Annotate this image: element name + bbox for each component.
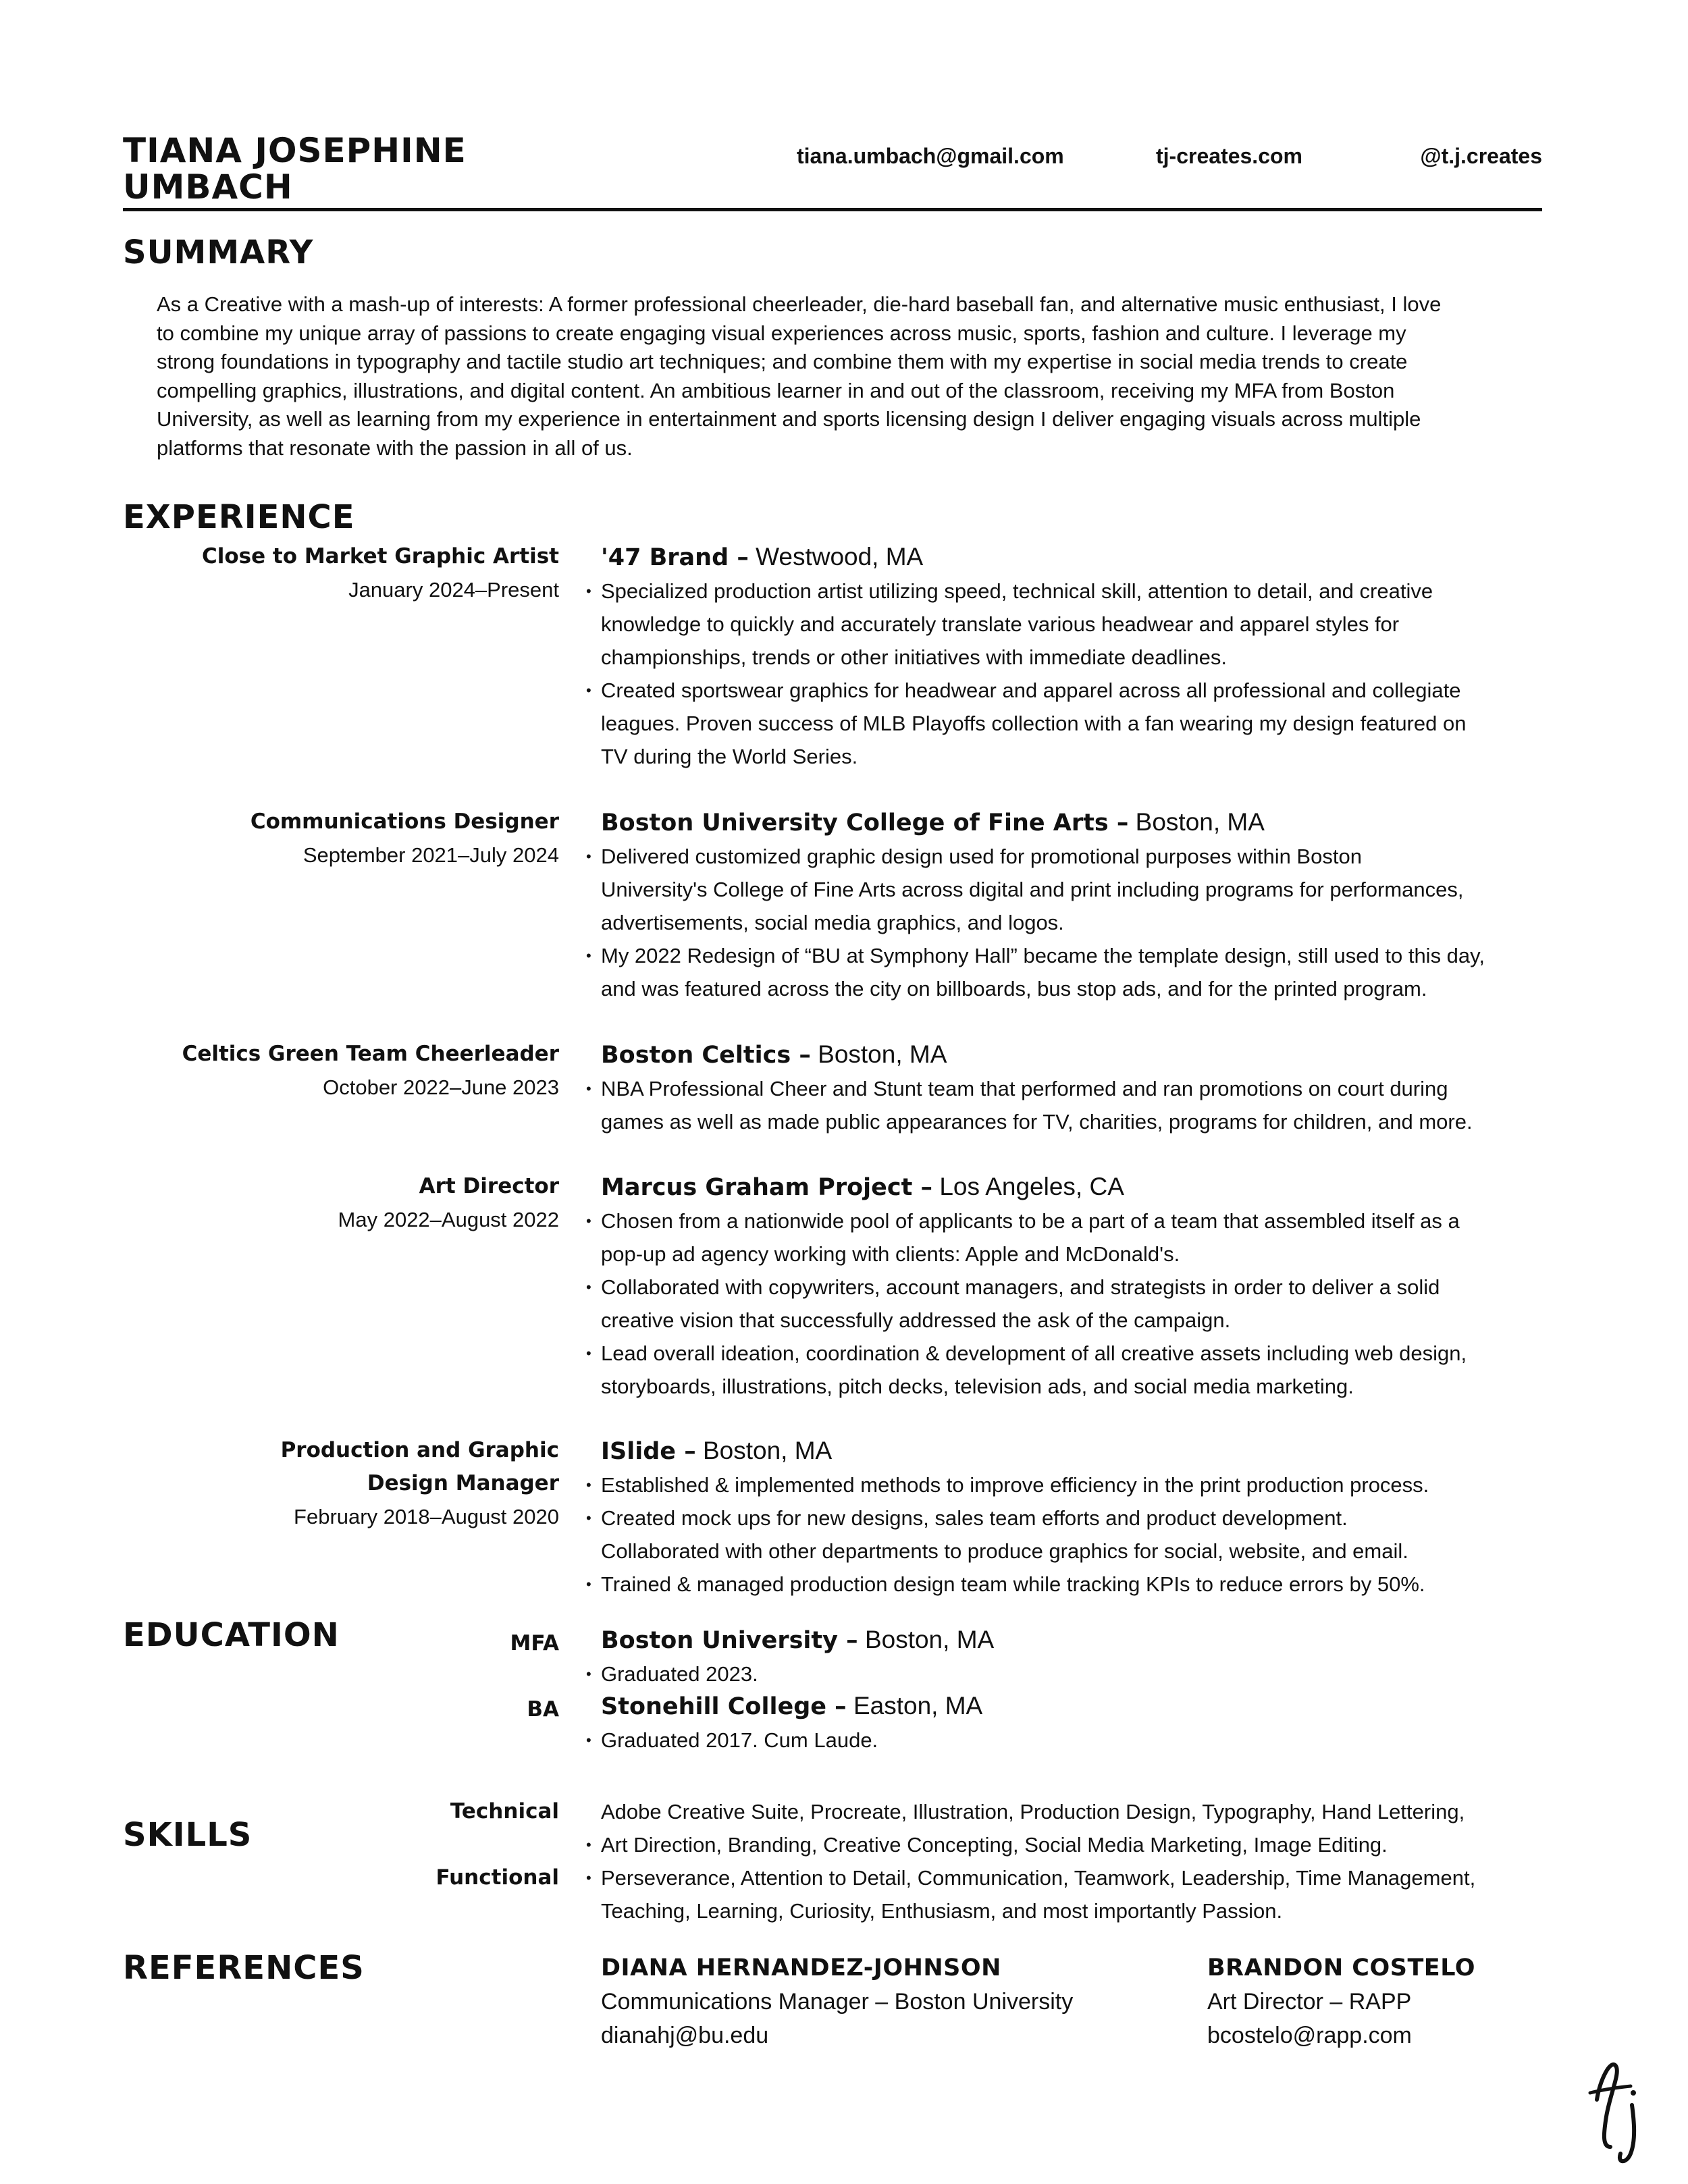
job-location: Westwood, MA — [756, 543, 924, 570]
job-details — [601, 1434, 1536, 1601]
job-meta — [250, 805, 559, 872]
job-details — [601, 1038, 1536, 1138]
reference-title: Communications Manager – Boston University — [601, 1989, 1074, 2015]
job-org: '47 Brand – — [601, 544, 749, 571]
job-location: Los Angeles, CA — [939, 1173, 1124, 1200]
website-link[interactable]: tj-creates.com — [1156, 144, 1302, 168]
job-dates: September 2021–July 2024 — [302, 843, 559, 867]
bullet-line: knowledge to quickly and accurately translate various headwear and apparel styles for — [601, 612, 1400, 636]
education-entry — [601, 1623, 1536, 1690]
reference-title: Art Director – RAPP — [1207, 1989, 1412, 2015]
job-org-line — [601, 1038, 1536, 1072]
job-role: Communications Designer — [250, 809, 559, 834]
school-name: Boston University – — [601, 1627, 858, 1654]
job-bullets — [601, 840, 1536, 1005]
job-dates: January 2024–Present — [348, 578, 559, 602]
name-line-2: UMBACH — [123, 167, 293, 207]
job-meta — [281, 1434, 559, 1533]
skills-line: • Perseverance, Attention to Detail, Communication, Teamwork, Leadership, Time Management, — [601, 1861, 1536, 1894]
education-entry — [601, 1689, 1536, 1757]
school-line — [601, 1623, 1536, 1657]
bullet-line: • Specialized production artist utilizing speed, technical skill, attention to detail, and creative — [601, 575, 1536, 608]
reference-email[interactable]: bcostelo@rapp.com — [1207, 2023, 1412, 2048]
job-org: ISlide – — [601, 1438, 696, 1465]
skills-list — [601, 1795, 1536, 1927]
reference-name: BRANDON COSTELO — [1207, 1954, 1476, 1981]
bullet-line: • My 2022 Redesign of “BU at Symphony Hall” became the template design, still used to this day, — [601, 939, 1536, 972]
skills-functional-label: Functional — [436, 1865, 559, 1890]
bullet-line: • Graduated 2023. — [601, 1657, 1536, 1690]
job-org: Boston Celtics – — [601, 1042, 811, 1069]
job-bullets — [601, 1468, 1536, 1601]
reference-entry — [601, 1951, 1073, 2052]
job-meta — [182, 1038, 559, 1104]
school-location: Easton, MA — [853, 1692, 983, 1720]
school-line — [601, 1689, 1536, 1724]
job-role: Art Director — [419, 1174, 559, 1198]
job-meta — [202, 540, 559, 606]
summary-line: University, as well as learning from my experience in entertainment and sports licensing design I deliver engaging visuals across multiple — [157, 407, 1421, 431]
skills-heading: SKILLS — [123, 1816, 253, 1854]
job-bullets — [601, 1072, 1536, 1138]
reference-entry — [1207, 1951, 1475, 2052]
education-heading: EDUCATION — [123, 1616, 340, 1654]
bullet-line: • Lead overall ideation, coordination & development of all creative assets including web design, — [601, 1337, 1536, 1370]
job-bullets — [601, 575, 1536, 773]
summary-text — [157, 290, 1527, 462]
education-bullets — [601, 1724, 1536, 1757]
job-org-line — [601, 1434, 1536, 1468]
job-location: Boston, MA — [818, 1040, 947, 1068]
social-handle-link[interactable]: @t.j.creates — [1420, 144, 1542, 168]
bullet-line: University's College of Fine Arts across digital and print including programs for performances, — [601, 878, 1464, 901]
school-location: Boston, MA — [864, 1626, 995, 1653]
bullet-line: pop-up ad agency working with clients: Apple and McDonald's. — [601, 1242, 1180, 1266]
skills-line: • Art Direction, Branding, Creative Concepting, Social Media Marketing, Image Editing. — [601, 1828, 1536, 1861]
summary-heading: SUMMARY — [123, 234, 314, 271]
job-bullets — [601, 1204, 1536, 1403]
skills-line: Teaching, Learning, Curiosity, Enthusiasm, and most importantly Passion. — [601, 1899, 1283, 1923]
job-org-line — [601, 1170, 1536, 1204]
job-dates: May 2022–August 2022 — [338, 1208, 559, 1231]
bullet-line: • Trained & managed production design team while tracking KPIs to reduce errors by 50%. — [601, 1568, 1536, 1601]
degree-label: MFA — [510, 1631, 559, 1655]
job-org-line — [601, 805, 1536, 840]
job-meta — [338, 1170, 559, 1236]
job-location: Boston, MA — [1135, 808, 1265, 836]
reference-email[interactable]: dianahj@bu.edu — [601, 2023, 769, 2048]
job-role: Close to Market Graphic Artist — [201, 544, 559, 568]
job-role: Design Manager — [367, 1471, 559, 1495]
job-role: Production and Graphic — [280, 1438, 559, 1462]
summary-line: compelling graphics, illustrations, and digital content. An ambitious learner in and out of the classroom, receiving my MFA from Boston — [157, 378, 1395, 402]
bullet-line: advertisements, social media graphics, and logos. — [601, 911, 1064, 934]
job-location: Boston, MA — [702, 1437, 833, 1464]
job-org-line — [601, 540, 1536, 575]
email-link[interactable]: tiana.umbach@gmail.com — [797, 144, 1064, 168]
bullet-line: • Established & implemented methods to improve efficiency in the print production process. — [601, 1468, 1536, 1501]
job-dates: February 2018–August 2020 — [294, 1505, 559, 1528]
summary-line: platforms that resonate with the passion in all of us. — [157, 435, 633, 460]
bullet-line: • Delivered customized graphic design used for promotional purposes within Boston — [601, 840, 1536, 873]
bullet-line: • NBA Professional Cheer and Stunt team that performed and ran promotions on court during — [601, 1072, 1536, 1105]
bullet-line: games as well as made public appearances for TV, charities, programs for children, and more. — [601, 1110, 1473, 1134]
summary-line: As a Creative with a mash-up of interests: A former professional cheerleader, die-hard baseball fan, and alternative music enthusiast, I love — [157, 292, 1442, 316]
job-org: Boston University College of Fine Arts – — [601, 809, 1129, 836]
bullet-line: TV during the World Series. — [601, 745, 858, 768]
job-org: Marcus Graham Project – — [601, 1174, 933, 1201]
degree-label: BA — [527, 1697, 559, 1722]
bullet-line: storyboards, illustrations, pitch decks, television ads, and social media marketing. — [601, 1375, 1354, 1398]
header-divider — [123, 208, 1542, 211]
tj-monogram-icon — [1583, 2052, 1658, 2167]
job-details — [601, 540, 1536, 773]
summary-line: strong foundations in typography and tactile studio art techniques; and combine them with my expertise in social media trends to create — [157, 350, 1408, 373]
bullet-line: • Created sportswear graphics for headwear and apparel across all professional and collegiate — [601, 674, 1536, 707]
bullet-line: • Chosen from a nationwide pool of applicants to be a part of a team that assembled itself as a — [601, 1204, 1536, 1237]
school-name: Stonehill College – — [601, 1693, 847, 1720]
references-heading: REFERENCES — [123, 1949, 365, 1987]
skills-technical-label: Technical — [450, 1799, 559, 1823]
job-role: Celtics Green Team Cheerleader — [182, 1042, 559, 1066]
bullet-line: Collaborated with other departments to produce graphics for social, website, and email. — [601, 1539, 1408, 1563]
summary-line: to combine my unique array of passions to create engaging visual experiences across music, sports, fashion and culture. I leverage my — [157, 321, 1406, 345]
job-dates: October 2022–June 2023 — [323, 1075, 559, 1099]
bullet-line: championships, trends or other initiatives with immediate deadlines. — [601, 645, 1228, 669]
bullet-line: • Collaborated with copywriters, account managers, and strategists in order to deliver a solid — [601, 1271, 1536, 1304]
experience-heading: EXPERIENCE — [123, 498, 355, 536]
bullet-line: leagues. Proven success of MLB Playoffs collection with a fan wearing my design featured on — [601, 712, 1467, 735]
reference-name: DIANA HERNANDEZ-JOHNSON — [601, 1954, 1001, 1981]
bullet-line: and was featured across the city on billboards, bus stop ads, and for the printed program. — [601, 977, 1427, 1001]
resume-name — [123, 132, 467, 205]
bullet-line: • Created mock ups for new designs, sales team efforts and product development. — [601, 1501, 1536, 1535]
name-line-1: TIANA JOSEPHINE — [123, 131, 467, 170]
bullet-line: • Graduated 2017. Cum Laude. — [601, 1724, 1536, 1757]
education-bullets — [601, 1657, 1536, 1690]
skills-bullets — [601, 1795, 1536, 1927]
skills-line: Adobe Creative Suite, Procreate, Illustration, Production Design, Typography, Hand Lettering, — [601, 1800, 1465, 1823]
job-details — [601, 1170, 1536, 1403]
job-details — [601, 805, 1536, 1005]
bullet-line: creative vision that successfully addressed the ask of the campaign. — [601, 1308, 1231, 1332]
